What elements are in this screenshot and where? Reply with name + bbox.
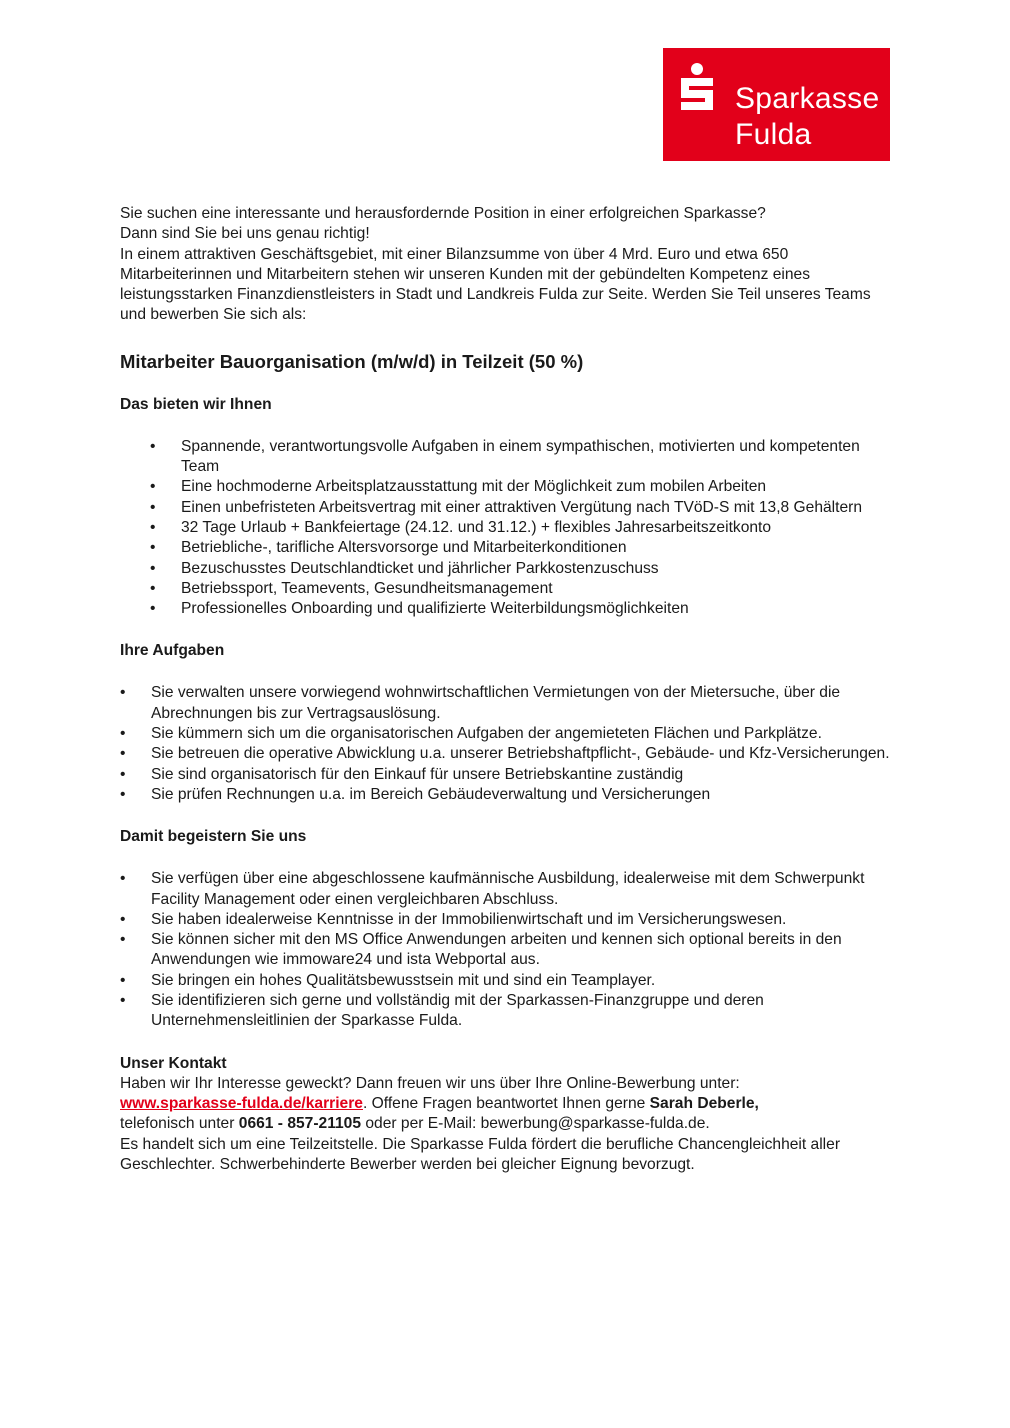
contact-heading: Unser Kontakt: [120, 1054, 227, 1072]
tasks-heading: Ihre Aufgaben: [120, 642, 225, 660]
bullet-icon: •: [120, 971, 126, 989]
bullet-icon: •: [120, 992, 126, 1010]
list-item: • Bezuschusstes Deutschlandticket und jährlicher Parkkostenzuschuss: [120, 559, 900, 579]
list-item: • Sie betreuen die operative Abwicklung u.a. unserer Betriebshaftpflicht-, Gebäude- und Kfz-Versicherungen.: [120, 744, 900, 764]
sparkasse-logo: [663, 48, 890, 161]
bullet-icon: •: [150, 539, 156, 557]
sparkasse-s-icon: [677, 62, 717, 118]
list-item: • Sie verwalten unsere vorwiegend wohnwirtschaftlichen Vermietungen von der Mietersuche, über die Abrechnungen bis zur Vertragsauslösung.: [120, 684, 841, 722]
bullet-icon: •: [150, 437, 156, 455]
contact-phone: 0661 - 857-21105: [238, 1115, 362, 1133]
list-item: • Sie sind organisatorisch für den Einkauf für unsere Betriebskantine zuständig: [120, 765, 900, 785]
intro-line-2: Dann sind Sie bei uns genau richtig!: [120, 225, 370, 243]
job-posting: [120, 204, 900, 1175]
bullet-icon: •: [120, 684, 126, 702]
job-title: Mitarbeiter Bauorganisation (m/w/d) in Teilzeit (50 %): [120, 350, 584, 372]
list-item: • Professionelles Onboarding und qualifizierte Weiterbildungsmöglichkeiten: [120, 599, 900, 619]
bullet-icon: •: [120, 931, 126, 949]
list-item: • Eine hochmoderne Arbeitsplatzausstattung mit der Möglichkeit zum mobilen Arbeiten: [120, 477, 900, 497]
intro: [120, 204, 900, 326]
requirements-heading: Damit begeistern Sie uns: [120, 828, 307, 846]
tasks-list: [120, 683, 900, 805]
bullet-icon: •: [150, 478, 156, 496]
intro-line-1: Sie suchen eine interessante und herausfordernde Position in einer erfolgreichen Sparkasse?: [120, 205, 766, 222]
contact-text-2: . Offene Fragen beantwortet Ihnen gerne: [362, 1094, 650, 1112]
list-item: • Betriebssport, Teamevents, Gesundheitsmanagement: [120, 579, 900, 599]
contact-text-4: oder per E-Mail: bewerbung@sparkasse-fulda.de.: [361, 1115, 710, 1133]
contact-text-3: telefonisch unter: [120, 1115, 239, 1133]
list-item: • Sie kümmern sich um die organisatorischen Aufgaben der angemieteten Flächen und Parkplätze.: [120, 724, 900, 744]
bullet-icon: •: [120, 745, 126, 763]
offer-heading: Das bieten wir Ihnen: [120, 395, 272, 413]
bullet-icon: •: [150, 518, 156, 536]
requirements-list: [120, 869, 900, 1031]
list-item: • Sie bringen ein hohes Qualitätsbewusstsein mit und sind ein Teamplayer.: [120, 971, 900, 991]
logo-line-1: Sparkasse: [735, 82, 880, 115]
list-item: • Sie können sicher mit den MS Office Anwendungen arbeiten und kennen sich optional bereits in den Anwendungen wie immoware24 und ista Webportal aus.: [120, 931, 842, 969]
bullet-icon: •: [120, 785, 126, 803]
list-item: • 32 Tage Urlaub + Bankfeiertage (24.12. und 31.12.) + flexibles Jahresarbeitszeitkonto: [120, 518, 900, 538]
bullet-icon: •: [120, 765, 126, 783]
contact-person: Sarah Deberle,: [649, 1094, 759, 1112]
list-item: • Spannende, verantwortungsvolle Aufgaben in einem sympathischen, motivierten und kompetenten Team: [150, 437, 860, 476]
bullet-icon: •: [150, 498, 156, 516]
list-item: • Betriebliche-, tarifliche Altersvorsorge und Mitarbeiterkonditionen: [120, 538, 900, 558]
list-item: • Sie haben idealerweise Kenntnisse in der Immobilienwirtschaft und im Versicherungswesen.: [120, 910, 900, 930]
bullet-icon: •: [150, 600, 156, 618]
bullet-icon: •: [120, 725, 126, 743]
career-link[interactable]: www.sparkasse-fulda.de/karriere: [120, 1094, 363, 1112]
contact-paragraph: [120, 1074, 900, 1135]
closing-paragraph: Es handelt sich um eine Teilzeitstelle. Die Sparkasse Fulda fördert die berufliche Chancengleichheit aller Geschlechter. Schwerbehinderte Bewerber werden bei gleicher Eignung bevorzugt.: [120, 1135, 841, 1173]
list-item: • Einen unbefristeten Arbeitsvertrag mit einer attraktiven Vergütung nach TVöD-S mit 13,8 Gehältern: [120, 498, 900, 518]
bullet-icon: •: [120, 870, 126, 888]
list-item: • Sie identifizieren sich gerne und vollständig mit der Sparkassen-Finanzgruppe und deren Unternehmensleitlinien der Sparkasse Fulda.: [120, 992, 764, 1030]
logo-line-2: Fulda: [735, 118, 812, 151]
bullet-icon: •: [150, 559, 156, 577]
offer-list: [120, 437, 900, 620]
contact-text-1: Haben wir Ihr Interesse geweckt? Dann freuen wir uns über Ihre Online-Bewerbung unter:: [120, 1074, 740, 1092]
bullet-icon: •: [150, 579, 156, 597]
intro-line-3: In einem attraktiven Geschäftsgebiet, mit einer Bilanzsumme von über 4 Mrd. Euro und etwa 650 Mitarbeiterinnen und Mitarbeitern stehen wir unseren Kunden mit der gebündelten Kompetenz eines leistungsstarken Finanzdienstleisters in Stadt und Landkreis Fulda zur Seite. Werden Sie Teil unseres Teams und bewerben Sie sich als:: [120, 245, 871, 324]
list-item: • Sie prüfen Rechnungen u.a. im Bereich Gebäudeverwaltung und Versicherungen: [120, 785, 900, 805]
bullet-icon: •: [120, 910, 126, 928]
list-item: • Sie verfügen über eine abgeschlossene kaufmännische Ausbildung, idealerweise mit dem Schwerpunkt Facility Management oder einen vergleichbaren Abschluss.: [120, 870, 865, 908]
